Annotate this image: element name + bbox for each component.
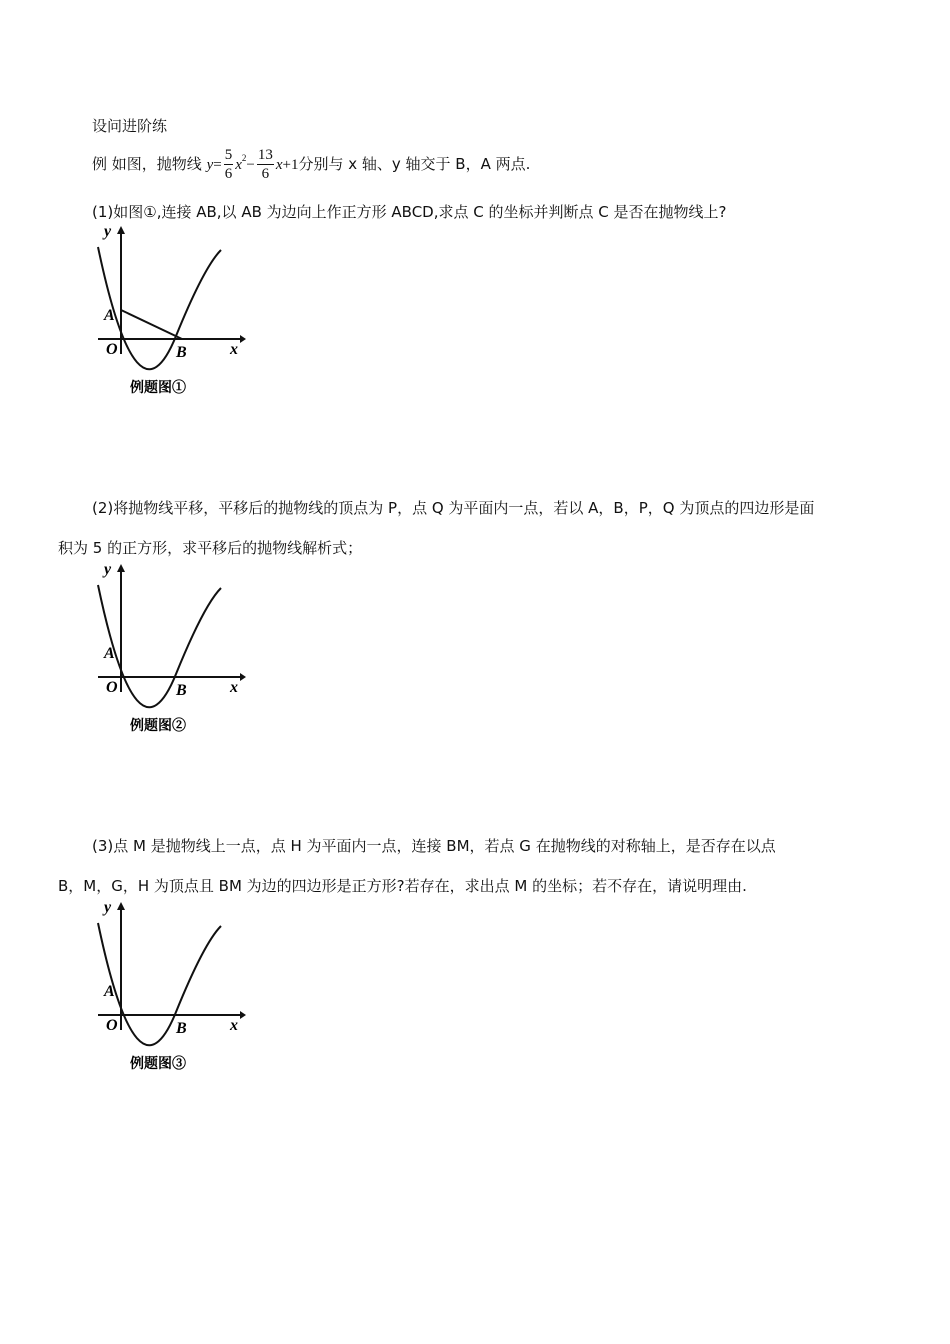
question-3-line-1: (3)点 M 是抛物线上一点，点 H 为平面内一点，连接 BM，若点 G 在抛物线的对称轴上，是否存在以点: [92, 837, 776, 855]
y-axis-arrow: [117, 902, 125, 910]
var-y: y: [206, 157, 214, 173]
label-y: y: [104, 899, 112, 916]
label-y: y: [104, 561, 112, 578]
example-suffix: 分别与 x 轴、y 轴交于 B，A 两点.: [298, 155, 531, 173]
figure-caption: 例题图②: [130, 719, 186, 734]
question-1: (1)如图①,连接 AB,以 AB 为边向上作正方形 ABCD,求点 C 的坐标并判断点 C 是否在抛物线上?: [92, 203, 727, 221]
plus-one: +1: [282, 157, 299, 173]
example-statement: [92, 136, 530, 187]
label-x: x: [230, 341, 238, 358]
label-b: B: [176, 344, 187, 361]
minus-sign: −: [246, 157, 255, 173]
figure-1: [90, 222, 260, 406]
frac2-numerator: 13: [257, 147, 273, 163]
label-o: O: [106, 1017, 118, 1034]
x-axis-arrow: [240, 335, 246, 343]
frac1-denominator: 6: [224, 166, 233, 182]
section-heading: 设问进阶练: [92, 117, 168, 135]
label-a: A: [104, 645, 115, 662]
y-axis-arrow: [117, 564, 125, 572]
frac2-denominator: 6: [261, 166, 270, 182]
y-axis-arrow: [117, 226, 125, 234]
label-o: O: [106, 341, 118, 358]
label-o: O: [106, 679, 118, 696]
frac1-numerator: 5: [224, 147, 233, 163]
x-axis-arrow: [240, 1011, 246, 1019]
fraction-five-sixths: [224, 146, 234, 183]
label-a: A: [104, 307, 115, 324]
figure-caption: 例题图③: [130, 1057, 186, 1072]
label-a: A: [104, 983, 115, 1000]
equals-sign: =: [213, 157, 222, 173]
label-x: x: [230, 679, 238, 696]
figure-3: [90, 898, 260, 1082]
figure-2: [90, 560, 260, 744]
question-2-line-1: (2)将抛物线平移，平移后的抛物线的顶点为 P，点 Q 为平面内一点，若以 A，B，P，Q 为顶点的四边形是面: [92, 499, 815, 517]
segment-ab: [121, 310, 182, 339]
var-x-2: x: [275, 157, 283, 173]
exponent: 2: [241, 153, 247, 163]
fraction-thirteen-sixths: [257, 146, 274, 183]
example-prefix: 例 如图，抛物线: [92, 155, 202, 173]
x-axis-arrow: [240, 673, 246, 681]
figure-caption: 例题图①: [130, 381, 186, 396]
question-3-line-2: B，M，G，H 为顶点且 BM 为边的四边形是正方形?若存在，求出点 M 的坐标；若不存在，请说明理由.: [58, 877, 747, 895]
label-x: x: [230, 1017, 238, 1034]
label-b: B: [176, 1020, 187, 1037]
var-x: x: [235, 157, 242, 173]
label-b: B: [176, 682, 187, 699]
question-2-line-2: 积为 5 的正方形，求平移后的抛物线解析式；: [58, 539, 363, 557]
label-y: y: [104, 223, 112, 240]
